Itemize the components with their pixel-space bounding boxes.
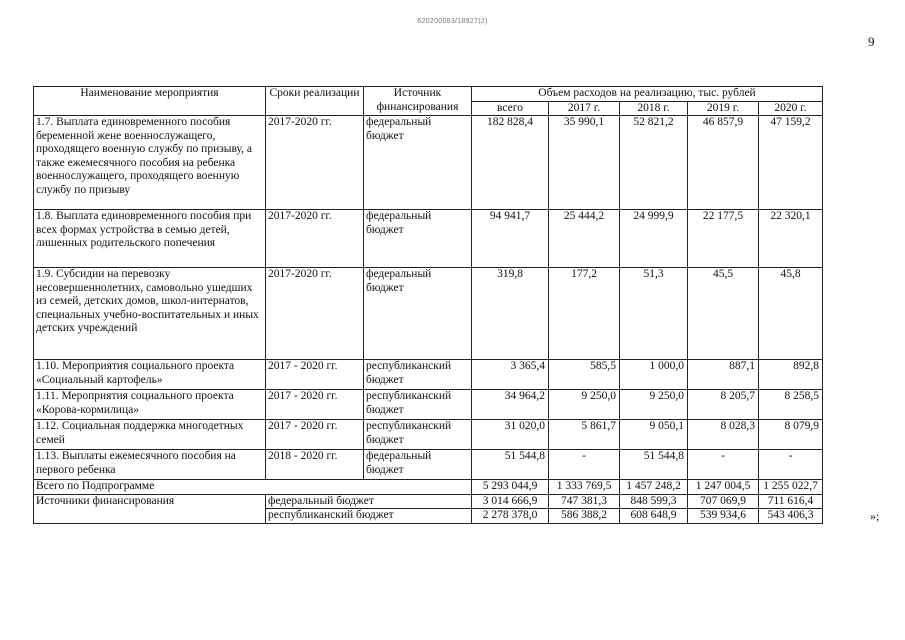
row-period: 2018 - 2020 гг. [266, 450, 364, 480]
row-value: 1 000,0 [620, 360, 688, 390]
row-value: 46 857,9 [688, 116, 759, 210]
source-federal-value: 707 069,9 [688, 494, 759, 509]
row-source: федеральный бюджет [364, 116, 472, 210]
row-source: федеральный бюджет [364, 268, 472, 360]
row-value: 34 964,2 [472, 390, 549, 420]
row-name: 1.9. Субсидии на перевозку несовершеннолетних, самовольно ушедших из семей, детских домов, школ-интернатов, специальных учебно-воспитательных и иных детских учреждений [34, 268, 266, 360]
table-row [34, 420, 823, 450]
header-period: Сроки реализации [266, 87, 364, 116]
table-row [34, 360, 823, 390]
row-value: - [759, 450, 823, 480]
row-value: 22 177,5 [688, 210, 759, 268]
header-source: Источник финансирования [364, 87, 472, 116]
source-federal-value: 848 599,3 [620, 494, 688, 509]
row-value: 892,8 [759, 360, 823, 390]
row-value: 9 250,0 [620, 390, 688, 420]
row-period: 2017 - 2020 гг. [266, 360, 364, 390]
total-value: 1 457 248,2 [620, 480, 688, 495]
row-period: 2017 - 2020 гг. [266, 420, 364, 450]
source-federal-value: 3 014 666,9 [472, 494, 549, 509]
row-value: 8 205,7 [688, 390, 759, 420]
header-year: 2018 г. [620, 101, 688, 116]
total-value: 1 247 004,5 [688, 480, 759, 495]
row-value: 45,8 [759, 268, 823, 360]
source-republic-value: 608 648,9 [620, 509, 688, 524]
row-name: 1.10. Мероприятия социального проекта «Социальный картофель» [34, 360, 266, 390]
total-value: 1 255 022,7 [759, 480, 823, 495]
row-value: 9 250,0 [549, 390, 620, 420]
row-value: 47 159,2 [759, 116, 823, 210]
row-period: 2017-2020 гг. [266, 116, 364, 210]
table-row [34, 450, 823, 480]
closing-quote-mark: »; [870, 509, 880, 523]
header-year: 2019 г. [688, 101, 759, 116]
header-volume: Объем расходов на реализацию, тыс. рублей [472, 87, 823, 102]
row-value: 52 821,2 [620, 116, 688, 210]
header-name: Наименование мероприятия [34, 87, 266, 116]
row-value: 585,5 [549, 360, 620, 390]
row-value: 35 990,1 [549, 116, 620, 210]
row-value: 51 544,8 [620, 450, 688, 480]
header-row-1 [34, 87, 823, 102]
table-row [34, 268, 823, 360]
table-row [34, 116, 823, 210]
header-year: 2017 г. [549, 101, 620, 116]
row-value: 887,1 [688, 360, 759, 390]
row-value: 8 079,9 [759, 420, 823, 450]
row-value: 51,3 [620, 268, 688, 360]
source-republic-value: 586 388,2 [549, 509, 620, 524]
source-federal-value: 747 381,3 [549, 494, 620, 509]
row-source: федеральный бюджет [364, 450, 472, 480]
row-value: 8 028,3 [688, 420, 759, 450]
row-period: 2017-2020 гг. [266, 268, 364, 360]
total-row [34, 480, 823, 495]
source-republic-value: 543 406,3 [759, 509, 823, 524]
row-value: 25 444,2 [549, 210, 620, 268]
total-value: 1 333 769,5 [549, 480, 620, 495]
document-id: 620200083/18927(2) [417, 18, 488, 25]
table-row [34, 390, 823, 420]
row-value: 24 999,9 [620, 210, 688, 268]
source-row-federal [34, 494, 823, 509]
source-republic-label: республиканский бюджет [266, 509, 472, 524]
source-republic-value: 539 934,6 [688, 509, 759, 524]
row-value: 22 320,1 [759, 210, 823, 268]
row-value: 3 365,4 [472, 360, 549, 390]
source-federal-value: 711 616,4 [759, 494, 823, 509]
row-name: 1.11. Мероприятия социального проекта «Корова-кормилица» [34, 390, 266, 420]
row-value: 94 941,7 [472, 210, 549, 268]
row-value: 5 861,7 [549, 420, 620, 450]
row-period: 2017 - 2020 гг. [266, 390, 364, 420]
source-republic-value: 2 278 378,0 [472, 509, 549, 524]
row-value: 9 050,1 [620, 420, 688, 450]
row-period: 2017-2020 гг. [266, 210, 364, 268]
row-value: 31 020,0 [472, 420, 549, 450]
row-name: 1.8. Выплата единовременного пособия при всех формах устройства в семью детей, лишенных родительского попечения [34, 210, 266, 268]
header-year: 2020 г. [759, 101, 823, 116]
row-value: 177,2 [549, 268, 620, 360]
row-name: 1.7. Выплата единовременного пособия беременной жене военнослужащего, проходящего военную службу по призыву, а также ежемесячного пособия на ребенка военнослужащего, проходящего военную службу по призыву [34, 116, 266, 210]
row-source: федеральный бюджет [364, 210, 472, 268]
row-value: - [688, 450, 759, 480]
row-value: 8 258,5 [759, 390, 823, 420]
row-value: 319,8 [472, 268, 549, 360]
row-source: республиканский бюджет [364, 360, 472, 390]
row-name: 1.12. Социальная поддержка многодетных семей [34, 420, 266, 450]
total-value: 5 293 044,9 [472, 480, 549, 495]
header-year: всего [472, 101, 549, 116]
row-value: - [549, 450, 620, 480]
row-name: 1.13. Выплаты ежемесячного пособия на первого ребенка [34, 450, 266, 480]
source-federal-label: федеральный бюджет [266, 494, 472, 509]
row-value: 45,5 [688, 268, 759, 360]
table-row [34, 210, 823, 268]
row-value: 51 544,8 [472, 450, 549, 480]
row-value: 182 828,4 [472, 116, 549, 210]
sources-label: Источники финансирования [34, 494, 266, 523]
row-source: республиканский бюджет [364, 420, 472, 450]
page-number: 9 [868, 34, 875, 49]
budget-table [33, 86, 823, 524]
row-source: республиканский бюджет [364, 390, 472, 420]
total-label: Всего по Подпрограмме [34, 480, 472, 495]
